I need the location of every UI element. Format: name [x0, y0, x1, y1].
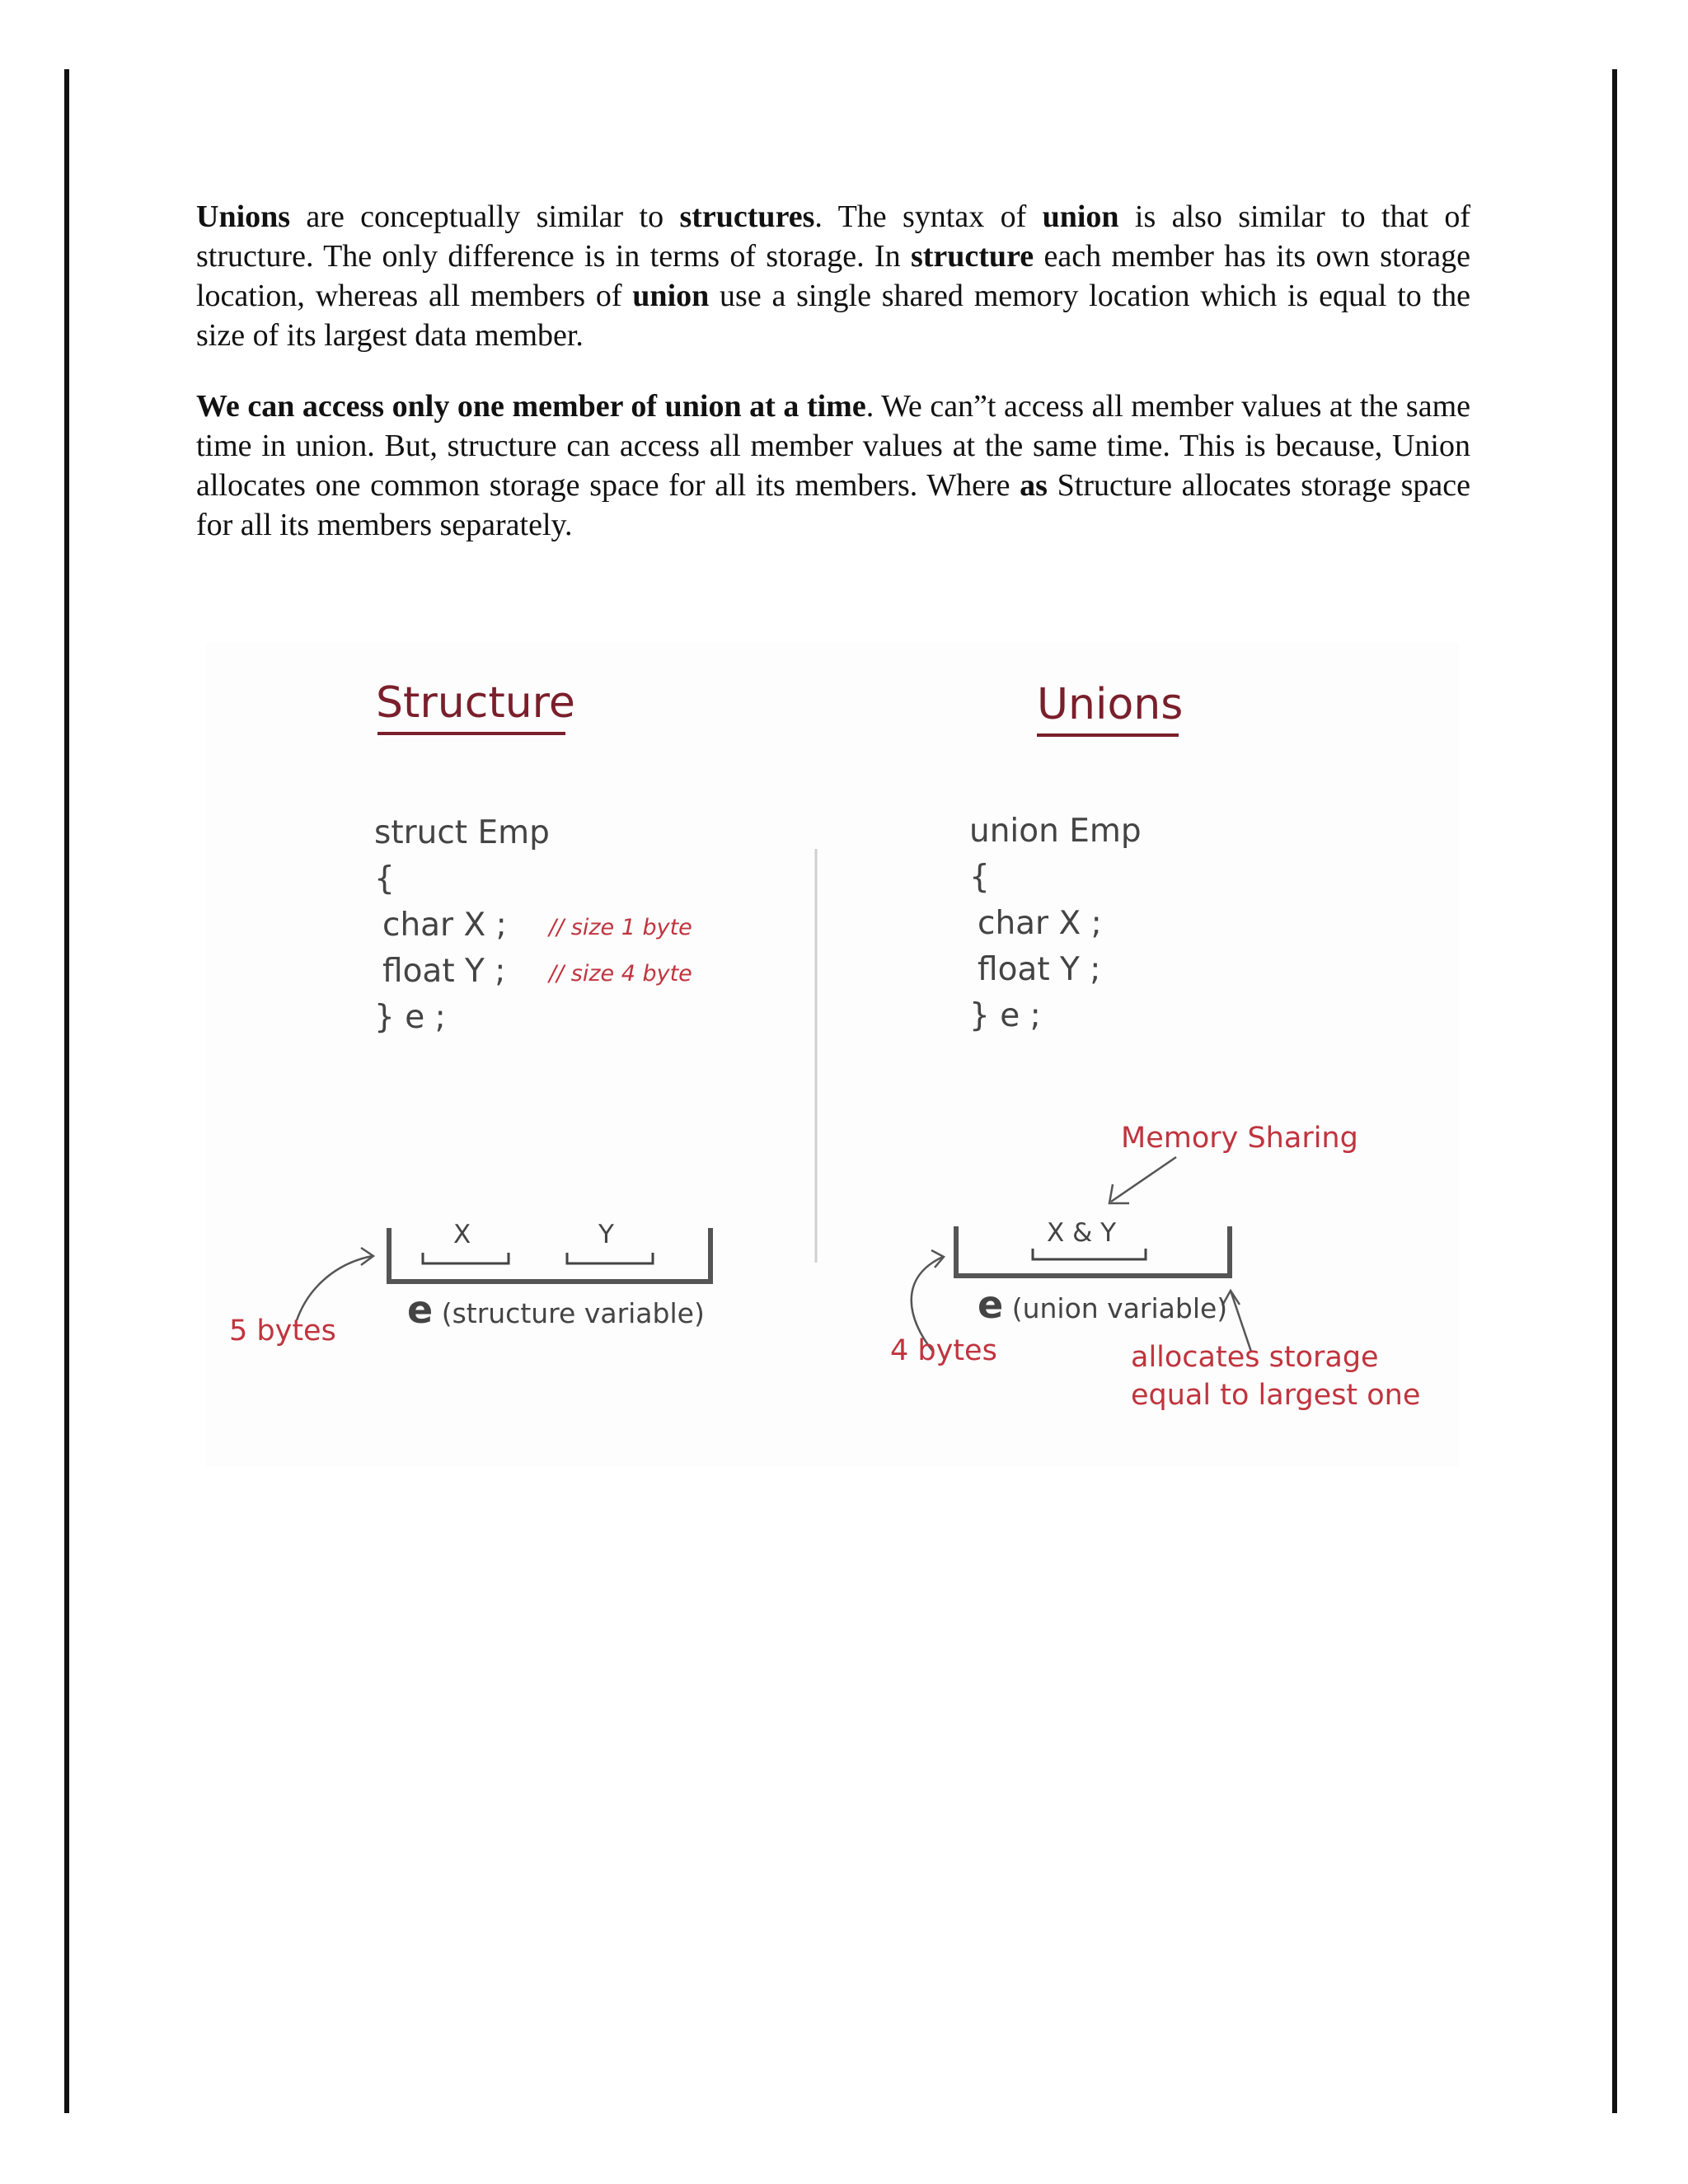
- allocates-note-line1: allocates storage: [1131, 1341, 1379, 1374]
- union-var-e: e: [978, 1282, 1004, 1327]
- structure-title: Structure: [376, 678, 575, 728]
- text-run: is also similar to that of structure. The only difference is in terms of storage. In: [196, 199, 1470, 274]
- struct-code-line: } e ;: [374, 999, 446, 1036]
- bold-term: structures: [679, 199, 815, 234]
- structure-vs-union-figure: [206, 643, 1459, 1467]
- union-xy-slot: [1033, 1249, 1146, 1259]
- union-size-label: 4 bytes: [890, 1334, 997, 1367]
- paragraph-access-members: [196, 387, 1470, 545]
- struct-code-line: struct Emp: [374, 814, 550, 851]
- union-code-line: {: [969, 859, 990, 896]
- union-code-line: } e ;: [969, 997, 1041, 1034]
- bold-term: as: [1020, 468, 1048, 503]
- size-comment-y: // size 4 byte: [549, 961, 692, 987]
- struct-code-line: float Y ;: [382, 953, 506, 990]
- union-code-line: float Y ;: [978, 951, 1101, 988]
- text-run: use a single shared memory location which is equal to the size of its largest data member.: [196, 279, 1470, 353]
- text-run: . The syntax of: [814, 199, 1043, 234]
- text-run: . We can”t access all member values at the same time in union. But, structure can access all member values at the same time. This is because, Union allocates one common storage space for all its members. Where: [196, 389, 1470, 503]
- struct-code-line: {: [374, 860, 395, 898]
- text-run: each member has its own storage location, whereas all members of: [196, 239, 1470, 313]
- bold-term: union: [1042, 199, 1119, 234]
- union-var-text: (union variable): [1003, 1292, 1228, 1324]
- struct-var-e: e: [407, 1287, 434, 1332]
- paragraph-unions-intro: [196, 197, 1470, 355]
- structure-y-slot: [567, 1253, 653, 1263]
- unions-title: Unions: [1037, 680, 1184, 729]
- structure-memory-box: [389, 1228, 710, 1282]
- union-code-line: char X ;: [978, 905, 1102, 942]
- allocates-note-line2: equal to largest one: [1131, 1379, 1421, 1412]
- struct-x-label: X: [453, 1220, 471, 1249]
- bold-term: We can access only one member of union at a time: [196, 389, 866, 424]
- bold-term: structure: [910, 239, 1034, 274]
- bold-term: union: [632, 279, 710, 313]
- memory-sharing-arrow: [1111, 1157, 1176, 1202]
- struct-var-text: (structure variable): [433, 1297, 705, 1329]
- structure-x-slot: [423, 1253, 509, 1263]
- memory-sharing-label: Memory Sharing: [1121, 1122, 1358, 1155]
- struct-size-label: 5 bytes: [229, 1315, 336, 1347]
- structure-bytes-arrow: [297, 1256, 373, 1320]
- struct-variable-label: [407, 1287, 705, 1332]
- union-code-line: union Emp: [969, 813, 1142, 850]
- text-run: are conceptually similar to: [290, 199, 680, 234]
- page-border-right: [1612, 69, 1617, 2113]
- size-comment-x: // size 1 byte: [549, 915, 692, 940]
- bold-term: Unions: [196, 199, 291, 234]
- text-run: Structure allocates storage space for all its members separately.: [196, 468, 1470, 542]
- struct-y-label: Y: [598, 1220, 614, 1249]
- union-xy-label: X & Y: [1047, 1218, 1117, 1248]
- struct-code-line: char X ;: [382, 907, 507, 944]
- page-border-left: [64, 69, 69, 2113]
- union-variable-label: [978, 1282, 1227, 1327]
